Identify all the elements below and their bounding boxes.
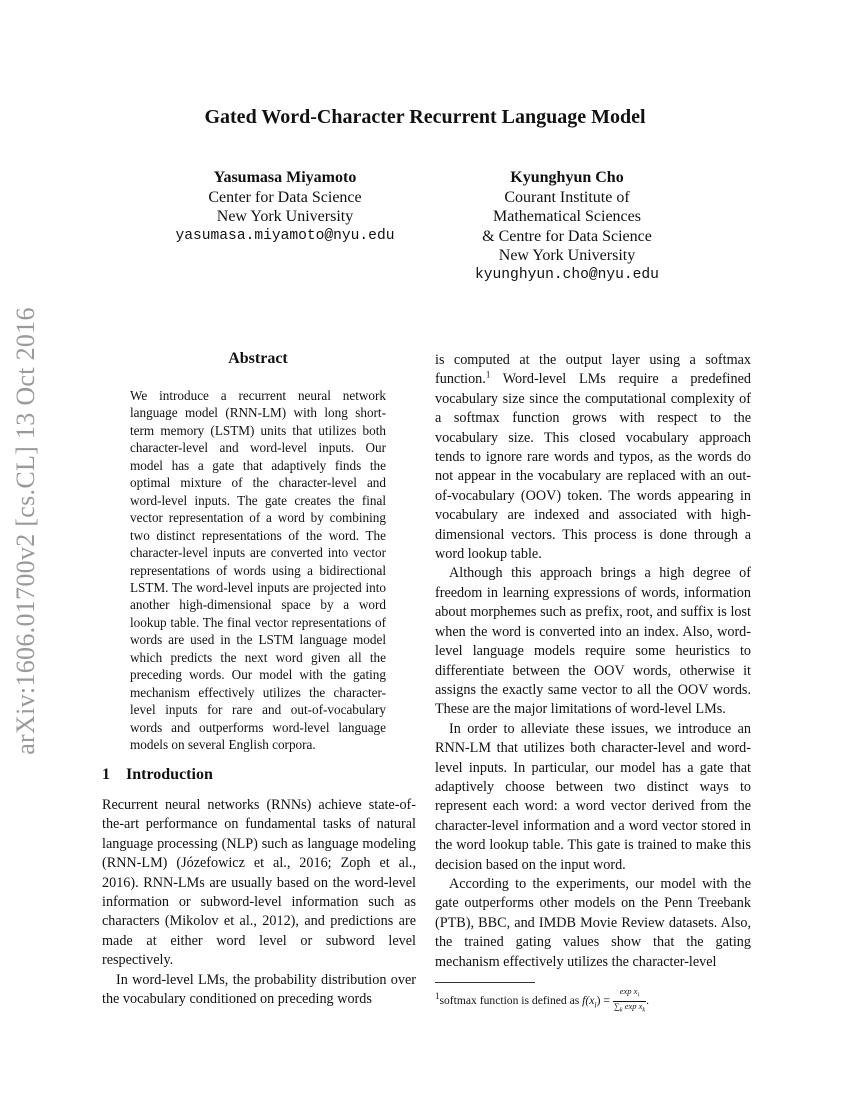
formula-sub: k [642, 1007, 646, 1014]
author-block-2 [432, 168, 702, 286]
formula-end: . [646, 993, 649, 1007]
author-affiliation: Courant Institute of [504, 188, 630, 206]
author-affiliation: & Centre for Data Science [482, 227, 652, 245]
footnote [435, 987, 751, 1015]
fraction-numerator [613, 987, 646, 1002]
author-name: Kyunghyun Cho [510, 169, 624, 186]
author-email: yasumasa.miyamoto@nyu.edu [175, 227, 395, 244]
footnote-text: softmax function is defined as [439, 993, 580, 1007]
paragraph-text: Word-level LMs require a predefined vocabulary size since the computational complexity of a softmax function grows with respect to the vocabulary size. This closed vocabulary approach tends to ignore rare words and typos, as the words do not appear in the vocabulary are replaced with an out-of-vocabulary (OOV) token. The words appearing in vocabulary are indexed and associated with high-dimensional vectors. This process is done through a word lookup table. [435, 371, 751, 563]
footnote-rule [435, 982, 535, 983]
softmax-fraction [613, 987, 646, 1015]
paragraph: In word-level LMs, the probability distribution over the vocabulary conditioned on preceding words [102, 971, 416, 1008]
author-affiliation: New York University [216, 208, 354, 226]
author-affiliation: Center for Data Science [208, 188, 362, 206]
section-number: 1 [102, 766, 110, 783]
formula-part: exp x [619, 986, 638, 996]
paragraph [435, 351, 751, 564]
footnote-marker: 1 [485, 369, 491, 380]
formula-sub: k [619, 1007, 623, 1014]
paper-title: Gated Word-Character Recurrent Language Model [204, 106, 646, 128]
paragraph: Although this approach brings a high degree of freedom in learning expressions of words, information about morphemes such as prefix, root, and suffix is lost when the word is converted into an index. Also, word-level language models require some heuristics to differentiate between the OOV words, otherwise it assigns the exactly same vector to all the OOV words. These are the major limitations of word-level LMs. [435, 565, 751, 718]
author-affiliation: New York University [498, 247, 636, 265]
section-title: Introduction [126, 766, 213, 783]
paragraph: In order to alleviate these issues, we introduce an RNN-LM that utilizes both character-level and word-level inputs. In particular, our model has a gate that adaptively choose between two distinct ways to represent each word: a word vector derived from the character-level information and a word vector stored in the word lookup table. This gate is trained to make this decision based on the input word. [435, 720, 751, 873]
arxiv-id: arXiv:1606.01700v2 [cs.CL] 13 Oct 2016 [11, 307, 40, 755]
abstract-text: We introduce a recurrent neural network language model (RNN-LM) with long short-term memory (LSTM) units that utilizes both character-level and word-level inputs. Our model has a gate that adaptively finds the optimal mixture of the character-level and word-level inputs. The gate creates the final vector representation of a word by combining two distinct representations of the word. The character-level inputs are converted into vector representations of words using a bidirectional LSTM. The word-level inputs are projected into another high-dimensional space by a word lookup table. The final vector representations of words are used in the LSTM language model which predicts the next word given all the preceding words. Our model with the gating mechanism effectively utilizes the character-level inputs for rare and out-of-vocabulary words and outperforms word-level language models on several English corpora. [130, 388, 386, 753]
section-heading [102, 766, 213, 784]
paragraph-text: is computed at the output layer using a softmax function. [435, 352, 751, 388]
formula-lhs [582, 993, 597, 1010]
paragraph: Recurrent neural networks (RNNs) achieve state-of-the-art performance on fundamental tasks of natural language processing (NLP) such as language modeling (RNN-LM) (Józefowicz et al., 2016; Zoph et al., 2016). RNN-LMs are usually based on the word-level information or subword-level information such as characters (Mikolov et al., 2012), and predictions are made at either word level or subword level respectively. [102, 797, 416, 969]
formula-part: exp x [622, 1000, 643, 1011]
arxiv-sidebar-stamp [4, 292, 48, 770]
formula-part: ∑ [613, 1000, 620, 1011]
formula-sub: i [637, 992, 640, 999]
author-email: kyunghyun.cho@nyu.edu [475, 266, 659, 283]
paragraph: According to the experiments, our model with the gate outperforms other models on the Penn Treebank (PTB), BBC, and IMDB Movie Review datasets. Also, the trained gating values show that the gating mechanism effectively utilizes the character-level [435, 875, 751, 970]
footnote-marker: 1 [435, 990, 440, 1001]
right-column-body [435, 351, 751, 972]
abstract-heading: Abstract [228, 350, 288, 367]
fraction-denominator [613, 1002, 646, 1016]
formula-sub: i [594, 1000, 597, 1010]
author-name: Yasumasa Miyamoto [213, 169, 357, 186]
author-block-1 [150, 168, 420, 246]
author-affiliation: Mathematical Sciences [493, 208, 641, 226]
formula-equals: ) = [596, 993, 610, 1007]
left-column-body [102, 796, 416, 1009]
formula-part: f(x [582, 993, 595, 1007]
